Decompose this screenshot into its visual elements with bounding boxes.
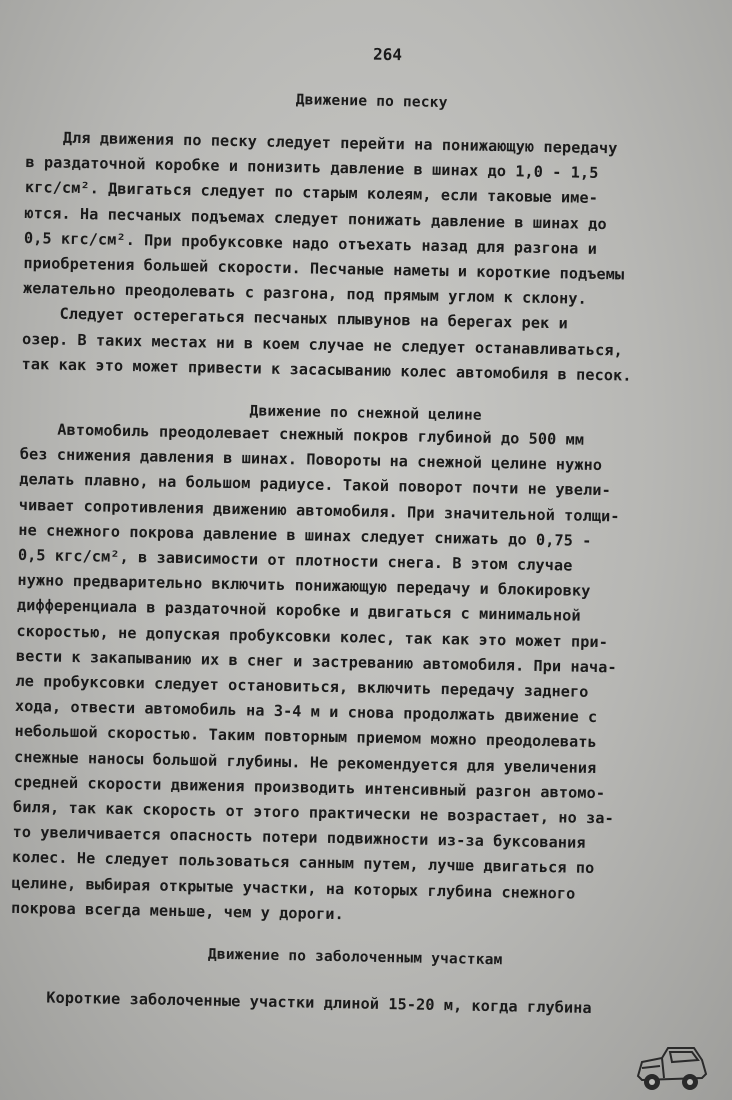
text-line: в раздаточной коробке и понизить давление в шинах до 1,0 - 1,5 [25,153,599,183]
text-sheet [9,30,718,1023]
text-line: вести к закапыванию их в снег и застреванию автомобиля. При нача- [15,646,617,677]
text-line: средней скорости движения производить интенсивный разгон автомо- [13,772,606,803]
text-line: целине, выбирая открытые участки, на которых глубина снежного [11,873,576,903]
heading-swamp: Движение по заболоченным участкам [207,946,503,969]
heading-snow: Движение по снежной целине [249,403,482,424]
truck-icon [632,1042,712,1094]
text-line: Автомобиль преодолевает снежный покров глубиной до 500 мм [20,419,585,449]
text-line: не снежного покрова давление в шинах следует снижать до 0,75 - [18,520,592,550]
section-swamp-body [9,985,699,1023]
text-line: чивает сопротивления движению автомобиля. При значительной толщи- [18,495,620,526]
text-line: кгс/см². Двигаться следует по старым колеям, если таковые име- [24,178,599,208]
text-line: так как это может привести к засасыванию колес автомобиля в песок. [21,354,632,385]
text-line: дифференциала в раздаточной коробке и двигаться с минимальной [16,596,581,626]
text-line: Для движения по песку следует перейти на понижающую передачу [25,127,618,158]
text-line: озер. В таких местах ни в коем случае не следует останавливаться, [21,329,623,360]
text-line: покрова всегда меньше, чем у дороги. [10,898,345,924]
text-line: Короткие заболоченные участки длиной 15-20 м, когда глубина [9,987,592,1018]
text-line: ются. На песчаных подъемах следует понижать давление в шинах до [24,203,607,233]
text-line: без снижения давления в шинах. Повороты на снежной целине нужно [19,445,603,475]
text-line: то увеличивается опасность потери подвижности из-за буксования [12,823,586,853]
text-line: делать плавно, на большом радиусе. Такой поворот почти не увели- [19,470,612,500]
text-line: ле пробуксовки следует остановиться, включить передачу заднего [15,671,589,701]
text-line: 0,5 кгс/см². При пробуксовке надо отъехать назад для разгона и [23,228,598,258]
section-sand-body [21,125,716,390]
section-snow-body [11,417,711,934]
text-line: хода, отвести автомобиль на 3-4 м и снова продолжать движение с [14,697,598,727]
text-line: Следует остерегаться песчаных плывунов на берегах рек и [22,304,569,333]
text-line: снежные наносы большой глубины. Не рекомендуется для увеличения [13,747,597,777]
text-line: небольшой скоростью. Таким повторным приемом можно преодолевать [14,722,597,752]
text-line: биля, так как скорость от этого практически не возрастает, но за- [12,797,614,828]
text-line: колес. Не следует пользоваться санным путем, лучше двигаться по [11,848,595,878]
text-line: желательно преодолевать с разгона, под прямым углом к склону. [22,279,587,308]
text-line: нужно предварительно включить понижающую передачу и блокировку [17,571,591,601]
heading-sand: Движение по песку [295,92,448,112]
page-number: 264 [372,44,403,65]
text-line: 0,5 кгс/см², в зависимости от плотности снега. В этом случае [17,545,573,575]
text-line: скоростью, не допуская пробуксовки колес, так как это может при- [16,621,609,651]
text-line: приобретения большей скорости. Песчаные наметы и короткие подъемы [23,253,625,284]
